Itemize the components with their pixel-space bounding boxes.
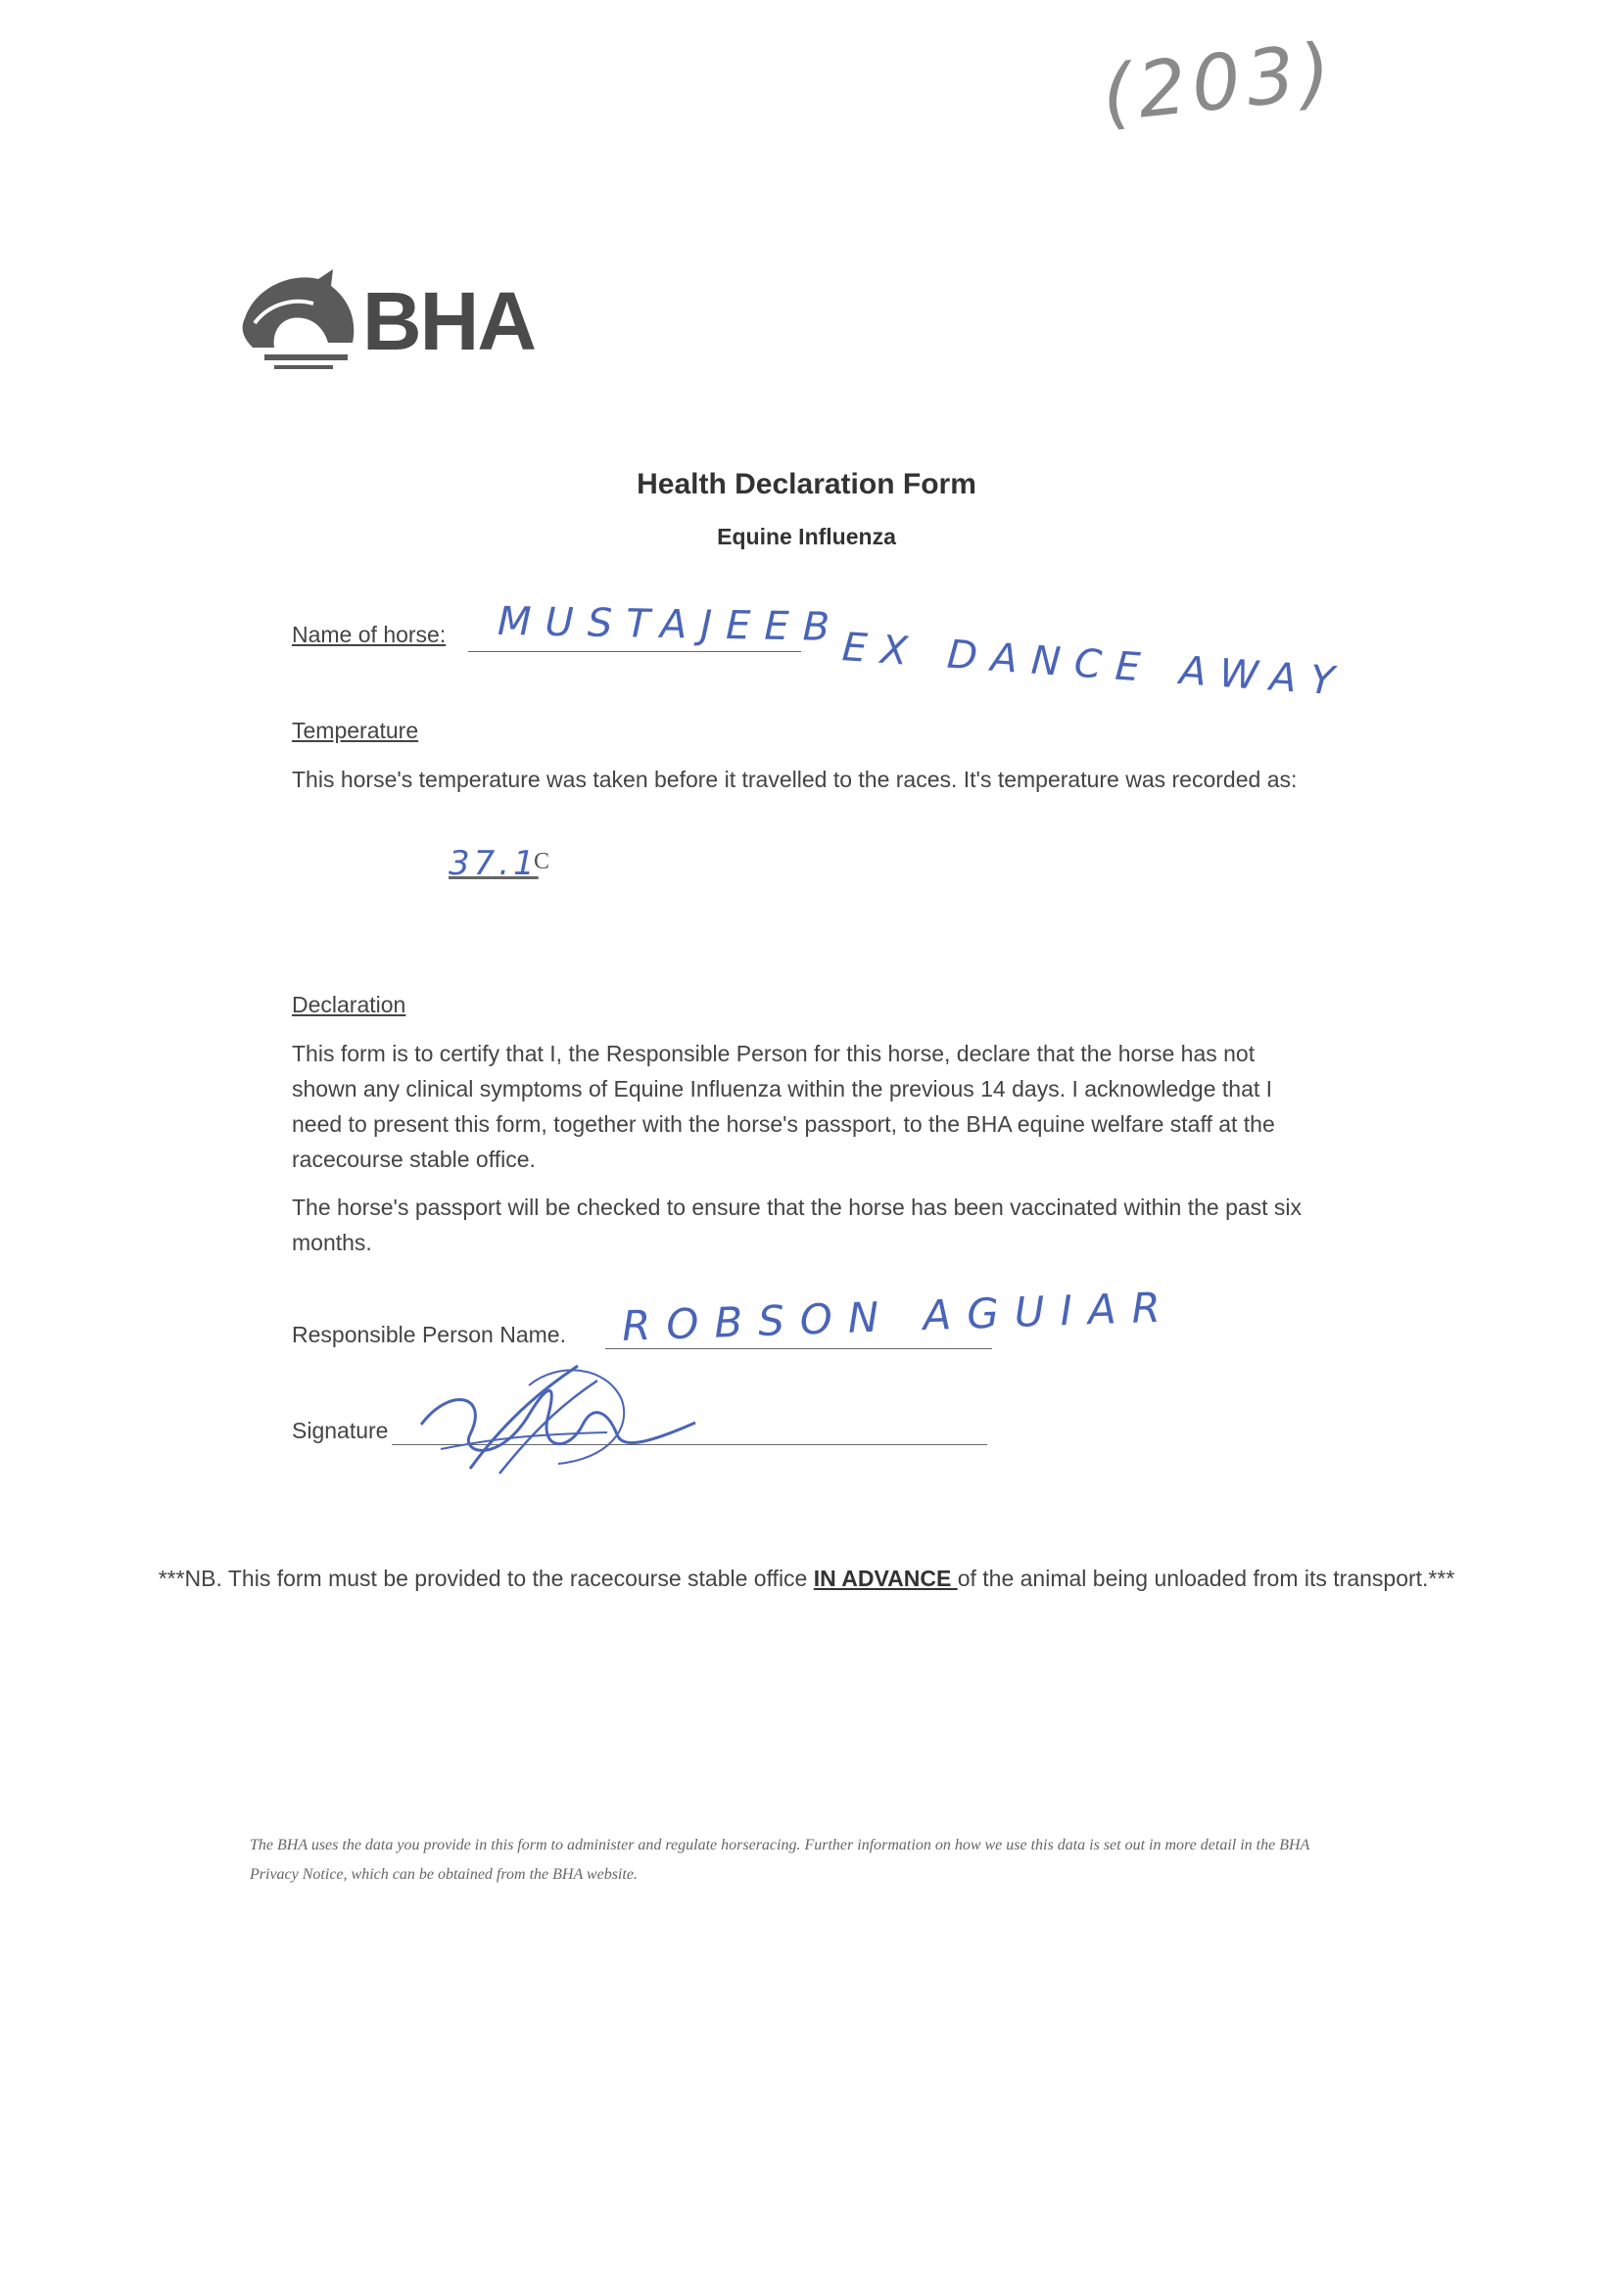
horse-name-line <box>468 651 801 652</box>
temperature-unit: C <box>534 849 550 874</box>
responsible-person-label: Responsible Person Name. <box>292 1322 566 1347</box>
signature-label: Signature <box>292 1418 389 1443</box>
responsible-person-name-handwritten: ROBSON AGUIAR <box>621 1283 1177 1350</box>
nb-emphasis: IN ADVANCE <box>813 1566 958 1591</box>
form-title: Health Declaration Form <box>637 468 976 500</box>
nb-prefix: ***NB. This form must be provided to the racecourse stable office <box>158 1566 814 1591</box>
temperature-heading: Temperature <box>292 718 419 743</box>
handwritten-page-number: (203) <box>1097 26 1341 140</box>
declaration-paragraph-1: This form is to certify that I, the Responsible Person for this horse, declare that the horse has not shown any clinical symptoms of Equine Influenza within the previous 14 days. I acknowledge that I need to present this form, together with the horse's passport, to the BHA equine welfare staff at the racecourse stable office. <box>292 1041 1275 1172</box>
nb-notice <box>0 1559 1613 1598</box>
handwritten-signature <box>411 1356 705 1483</box>
privacy-notice: The BHA uses the data you provide in this form to administer and regulate horseracing. Further information on how we use this data is set out in more detail in the BHA Privacy Notice, which can be obtained from the BHA website. <box>250 1837 1310 1883</box>
horse-name-handwritten: MUSTAJEEB <box>497 598 844 651</box>
nb-suffix: of the animal being unloaded from its transport.*** <box>957 1566 1455 1591</box>
declaration-paragraph-2: The horse's passport will be checked to ensure that the horse has been vaccinated within the past six months. <box>292 1195 1303 1255</box>
logo-text: BHA <box>362 275 535 367</box>
form-subtitle: Equine Influenza <box>717 524 896 549</box>
declaration-heading: Declaration <box>292 992 406 1017</box>
horse-head-logo-icon <box>235 264 362 372</box>
horse-name-label: Name of horse: <box>292 622 447 647</box>
temperature-value-handwritten: 37.1 <box>449 844 539 883</box>
temperature-text: This horse's temperature was taken before it travelled to the races. It's temperature was recorded as: <box>292 767 1298 792</box>
horse-name-extra-handwritten: EX DANCE AWAY <box>840 625 1350 706</box>
bha-logo <box>235 264 539 372</box>
